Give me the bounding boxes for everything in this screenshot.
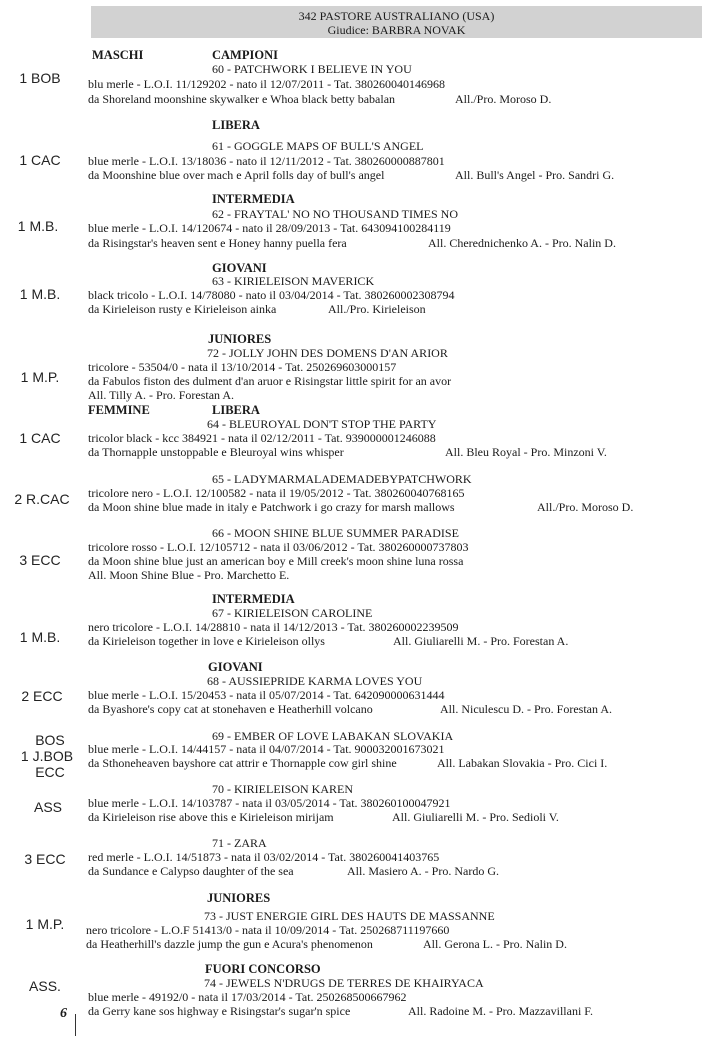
dog-details: blue merle - L.O.I. 15/20453 - nata il 05/07/2014 - Tat. 642090000631444 (88, 688, 445, 702)
result-label: ECC (35, 764, 65, 780)
section-juniores-femmine: JUNIORES (207, 891, 271, 905)
dog-details: tricolore - 53504/0 - nata il 13/10/2014 - Tat. 250269603000157 (88, 360, 397, 374)
dog-owner: All. Moon Shine Blue - Pro. Marchetto E. (88, 568, 290, 582)
dog-details: nero tricolore - L.O.I. 14/28810 - nata il 14/12/2013 - Tat. 380260002239509 (88, 620, 459, 634)
section-femmine: FEMMINE (88, 403, 150, 417)
result-label: 3 ECC (24, 851, 66, 867)
result-label: 1 CAC (19, 152, 61, 168)
dog-details: blue merle - L.O.I. 14/44157 - nata il 04/07/2014 - Tat. 900032001673021 (88, 742, 445, 756)
dog-details: red merle - L.O.I. 14/51873 - nata il 03/02/2014 - Tat. 380260041403765 (88, 850, 440, 864)
result-label: 1 M.B. (19, 629, 61, 645)
dog-details: blue merle - L.O.I. 14/103787 - nata il 03/05/2014 - Tat. 380260100047921 (88, 796, 451, 810)
result-label: ASS. (29, 978, 61, 994)
dog-title: 60 - PATCHWORK I BELIEVE IN YOU (212, 62, 412, 76)
dog-parents: da Sthoneheaven bayshore cat attrir e Thornapple cow girl shine (88, 756, 397, 770)
section-libera-maschi: LIBERA (212, 118, 260, 132)
result-label: 1 M.P. (25, 916, 65, 932)
dog-parents: da Moon shine blue made in italy e Patchwork i go crazy for marsh mallows (88, 500, 455, 514)
dog-parents: da Shoreland moonshine skywalker e Whoa black betty babalan (88, 92, 396, 106)
dog-title: 69 - EMBER OF LOVE LABAKAN SLOVAKIA (212, 729, 454, 743)
dog-parents: da Sundance e Calypso daughter of the sea (88, 864, 294, 878)
result-label: 2 ECC (21, 688, 63, 704)
section-libera-femmine: LIBERA (212, 403, 260, 417)
dog-details: nero tricolore - L.O.F 51413/0 - nata il 10/09/2014 - Tat. 250268711197660 (86, 923, 450, 937)
dog-title: 66 - MOON SHINE BLUE SUMMER PARADISE (212, 526, 459, 540)
result-label: BOS (35, 732, 65, 748)
dog-owner: All. Tilly A. - Pro. Forestan A. (88, 388, 235, 402)
result-label: 3 ECC (19, 552, 61, 568)
dog-title: 74 - JEWELS N'DRUGS DE TERRES DE KHAIRYACA (204, 976, 484, 990)
result-label: 1 BOB (19, 70, 61, 86)
dog-owner: All. Radoine M. - Pro. Mazzavillani F. (408, 1004, 594, 1018)
result-label: 1 CAC (19, 430, 61, 446)
page-number: 6 (60, 1006, 67, 1021)
dog-title: 61 - GOGGLE MAPS OF BULL'S ANGEL (212, 139, 424, 153)
dog-details: tricolor black - kcc 384921 - nata il 02/12/2011 - Tat. 939000001246088 (88, 431, 436, 445)
dog-owner: All. Labakan Slovakia - Pro. Cici I. (437, 756, 608, 770)
dog-parents: da Fabulos fiston des dulment d'an aruor e Risingstar little spirit for an avor (88, 374, 452, 388)
dog-parents: da Heatherhill's dazzle jump the gun e Acura's phenomenon (86, 937, 373, 951)
dog-owner: All. Niculescu D. - Pro. Forestan A. (440, 702, 612, 716)
result-label: 1 M.P. (20, 369, 60, 385)
dog-title: 65 - LADYMARMALADEMADEBYPATCHWORK (212, 472, 472, 486)
result-label: 2 R.CAC (14, 491, 70, 507)
dog-owner: All. Bull's Angel - Pro. Sandri G. (455, 168, 615, 182)
section-giovani-femmine: GIOVANI (208, 660, 263, 674)
dog-title: 73 - JUST ENERGIE GIRL DES HAUTS DE MASSANNE (204, 909, 495, 923)
result-label: ASS (33, 799, 62, 815)
page-header (91, 6, 702, 38)
dog-details: blue merle - L.O.I. 14/120674 - nato il 28/09/2013 - Tat. 643094100284119 (88, 221, 451, 235)
section-juniores-maschi: JUNIORES (208, 332, 272, 346)
dog-details: blu merle - L.O.I. 11/129202 - nato il 12/07/2011 - Tat. 380260040146968 (88, 77, 446, 91)
dog-parents: da Gerry kane sos highway e Risingstar's sugar'n spice (88, 1004, 351, 1018)
dog-details: tricolore rosso - L.O.I. 12/105712 - nata il 03/06/2012 - Tat. 380260000737803 (88, 540, 469, 554)
section-maschi: MASCHI (92, 48, 144, 62)
dog-owner: All. Bleu Royal - Pro. Minzoni V. (445, 445, 607, 459)
dog-parents: da Risingstar's heaven sent e Honey hanny puella fera (88, 236, 347, 250)
dog-parents: da Kirieleison together in love e Kirieleison ollys (88, 634, 325, 648)
dog-parents: da Moonshine blue over mach e April folls day of bull's angel (88, 168, 385, 182)
dog-owner: All. Gerona L. - Pro. Nalin D. (423, 937, 567, 951)
section-intermedia-femmine: INTERMEDIA (212, 592, 295, 606)
dog-owner: All./Pro. Kirieleison (328, 302, 426, 316)
dog-details: tricolore nero - L.O.I. 12/100582 - nata il 19/05/2012 - Tat. 380260040768165 (88, 486, 465, 500)
section-giovani-maschi: GIOVANI (212, 261, 267, 275)
result-label: 1 M.B. (19, 286, 61, 302)
dog-details: blue merle - 49192/0 - nata il 17/03/2014 - Tat. 250268500667962 (88, 990, 407, 1004)
divider (75, 1014, 76, 1036)
section-intermedia-maschi: INTERMEDIA (212, 192, 295, 206)
dog-owner: All./Pro. Moroso D. (537, 500, 634, 514)
dog-title: 71 - ZARA (212, 836, 267, 850)
dog-title: 67 - KIRIELEISON CAROLINE (212, 606, 373, 620)
result-label: 1 M.B. (17, 218, 59, 234)
dog-parents: da Thornapple unstoppable e Bleuroyal wins whisper (88, 445, 344, 459)
dog-title: 70 - KIRIELEISON KAREN (212, 782, 353, 796)
breed-title: 342 PASTORE AUSTRALIANO (USA) (298, 9, 495, 23)
dog-title: 64 - BLEUROYAL DON'T STOP THE PARTY (207, 417, 437, 431)
result-label: 1 J.BOB (20, 748, 74, 764)
dog-title: 68 - AUSSIEPRIDE KARMA LOVES YOU (207, 674, 423, 688)
dog-title: 62 - FRAYTAL' NO NO THOUSAND TIMES NO (212, 207, 458, 221)
dog-owner: All. Giuliarelli M. - Pro. Forestan A. (393, 634, 569, 648)
dog-owner: All./Pro. Moroso D. (455, 92, 552, 106)
section-fuori-concorso: FUORI CONCORSO (205, 962, 321, 976)
dog-title: 72 - JOLLY JOHN DES DOMENS D'AN ARIOR (207, 346, 448, 360)
dog-details: black tricolo - L.O.I. 14/78080 - nato il 03/04/2014 - Tat. 380260002308794 (88, 288, 455, 302)
dog-owner: All. Giuliarelli M. - Pro. Sedioli V. (392, 810, 559, 824)
dog-parents: da Byashore's copy cat at stonehaven e Heatherhill volcano (88, 702, 373, 716)
dog-owner: All. Masiero A. - Pro. Nardo G. (347, 864, 499, 878)
dog-owner: All. Cherednichenko A. - Pro. Nalin D. (428, 236, 616, 250)
dog-parents: da Moon shine blue just an american boy e Mill creek's moon shine luna rossa (88, 554, 464, 568)
dog-title: 63 - KIRIELEISON MAVERICK (212, 274, 375, 288)
section-campioni: CAMPIONI (212, 48, 278, 62)
dog-details: blue merle - L.O.I. 13/18036 - nato il 12/11/2012 - Tat. 380260000887801 (88, 154, 445, 168)
judge-name: Giudice: BARBRA NOVAK (327, 23, 466, 37)
dog-parents: da Kirieleison rise above this e Kirieleison mirijam (88, 810, 334, 824)
dog-parents: da Kirieleison rusty e Kirieleison ainka (88, 302, 277, 316)
